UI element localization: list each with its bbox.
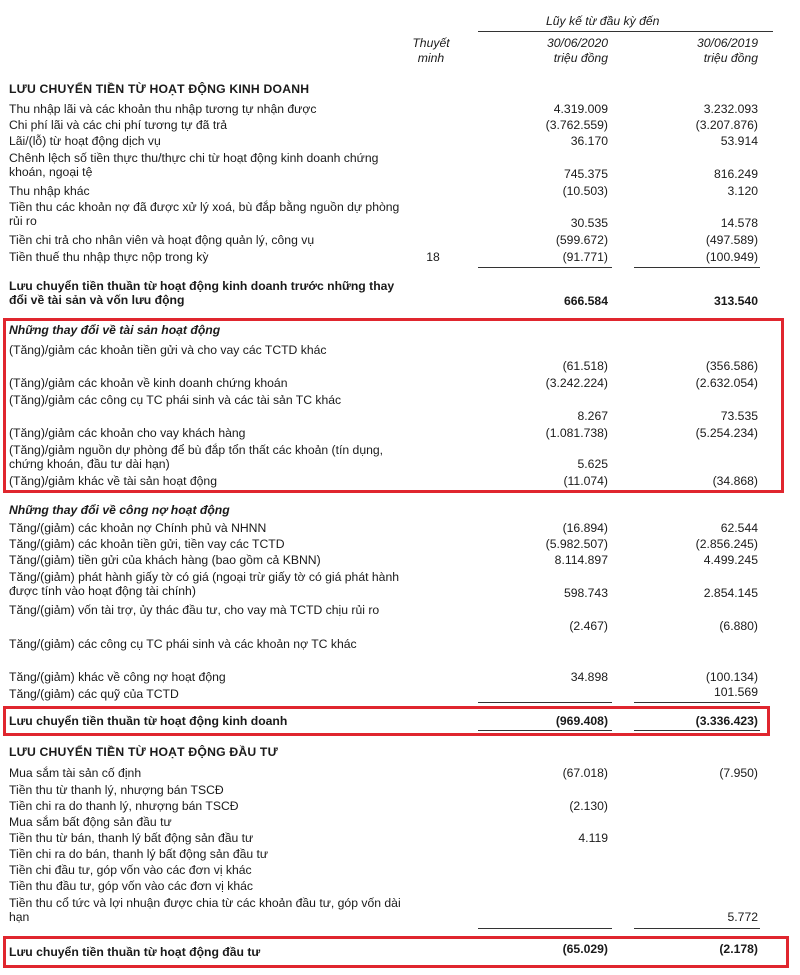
- asset-row-label: (Tăng)/giảm các khoản cho vay khách hàng: [9, 426, 246, 440]
- col2-unit: triệu đồng: [703, 51, 758, 65]
- liab-row-label: Tăng/(giảm) tiền gửi của khách hàng (bao gồm cả KBNN): [9, 553, 321, 567]
- op-row-2020: 36.170: [570, 134, 608, 148]
- asset-row-2020: (3.242.224): [545, 376, 608, 390]
- op-row-label: Chi phí lãi và các chi phí tương tự đã trả: [9, 118, 228, 132]
- inv-row-2020: (2.130): [569, 799, 608, 813]
- op-total-underline-2020: [478, 730, 612, 731]
- asset-row-label: (Tăng)/giảm khác về tài sản hoạt động: [9, 474, 217, 488]
- asset-row-2020: 5.625: [577, 457, 608, 471]
- inv-row-label: Tiền chi ra do bán, thanh lý bất động sản đầu tư: [9, 847, 269, 861]
- liab-row-2019: (100.134): [705, 670, 758, 684]
- asset-row-2019: (2.632.054): [695, 376, 758, 390]
- asset-row-label: (Tăng)/giảm nguồn dự phòng để bù đắp tổn thất các khoản (tín dụng, chứng khoán, đầu tư dài hạn): [9, 443, 384, 471]
- op-row-label: Tiền chi trả cho nhân viên và hoạt động quản lý, công vụ: [9, 233, 315, 247]
- op-row-2020: (3.762.559): [545, 118, 608, 132]
- op-total-2020: (969.408): [555, 714, 608, 728]
- asset-row-2020: (11.074): [563, 474, 608, 488]
- op-row-2020: 4.319.009: [553, 102, 608, 116]
- inv-total-rule-2020: [478, 928, 612, 929]
- operating-section-title: LƯU CHUYỂN TIỀN TỪ HOẠT ĐỘNG KINH DOANH: [9, 82, 310, 96]
- asset-row-2020: 8.267: [577, 409, 608, 423]
- op-row-2019: 3.232.093: [703, 102, 758, 116]
- op-row-note: 18: [426, 250, 440, 264]
- op-total-label: Lưu chuyển tiền thuần từ hoạt động kinh doanh: [9, 714, 288, 728]
- asset-row-label: (Tăng)/giảm các khoản về kinh doanh chứng khoán: [9, 376, 288, 390]
- inv-row-label: Tiền thu cổ tức và lợi nhuận được chia từ các khoản đầu tư, góp vốn dài hạn: [9, 896, 401, 924]
- liab-row-label: Tăng/(giảm) các công cụ TC phái sinh và các khoản nợ TC khác: [9, 637, 357, 651]
- op-row-2019: 3.120: [727, 184, 758, 198]
- op-row-label: Thu nhập khác: [9, 184, 90, 198]
- liab-row-2020: 598.743: [563, 586, 608, 600]
- op-row-2019: 14.578: [720, 216, 758, 230]
- op-subtotal-label: Lưu chuyển tiền thuần từ hoạt động kinh doanh trước những thay đổi về tài sản và vốn lưu động: [9, 279, 395, 307]
- inv-row-label: Tiền thu đầu tư, góp vốn vào các đơn vị khác: [9, 879, 254, 893]
- note-column-header-1: Thuyết: [412, 36, 450, 50]
- op-total-underline-2019: [634, 730, 760, 731]
- op-subtotal-2020: 666.584: [563, 294, 608, 308]
- asset-row-2019: (5.254.234): [695, 426, 758, 440]
- header-rule: [478, 31, 773, 32]
- op-total-2019: (3.336.423): [695, 714, 758, 728]
- inv-row-label: Tiền chi ra do thanh lý, nhượng bán TSCĐ: [9, 799, 239, 813]
- inv-row-2020: 4.119: [578, 831, 608, 845]
- inv-total-2019: (2.178): [719, 942, 758, 956]
- op-row-2019: (497.589): [705, 233, 758, 247]
- inv-row-2019: 5.772: [727, 910, 758, 924]
- inv-total-rule-2019: [634, 928, 760, 929]
- subtotal-rule-2020: [478, 267, 612, 268]
- col1-unit: triệu đồng: [553, 51, 608, 65]
- op-row-2020: 745.375: [563, 167, 608, 181]
- liab-row-2020: (5.982.507): [545, 537, 608, 551]
- op-row-2019: 816.249: [713, 167, 758, 181]
- liab-row-label: Tăng/(giảm) các quỹ của TCTD: [9, 687, 179, 701]
- inv-total-label: Lưu chuyển tiền thuần từ hoạt động đầu tư: [9, 945, 261, 959]
- note-column-header-2: minh: [417, 51, 445, 65]
- col1-date: 30/06/2020: [547, 36, 608, 50]
- op-row-label: Tiền thuế thu nhập thực nộp trong kỳ: [9, 250, 209, 264]
- op-row-label: Chênh lệch số tiền thực thu/thực chi từ hoạt động kinh doanh chứng khoán, ngoại tệ: [9, 151, 379, 179]
- col2-date: 30/06/2019: [697, 36, 758, 50]
- liab-row-label: Tăng/(giảm) phát hành giấy tờ có giá (ngoại trừ giấy tờ có giá phát hành được tính vào hoạt động tài chính): [9, 570, 399, 598]
- liab-row-2019: 101.569: [713, 685, 758, 699]
- liab-row-2019: (2.856.245): [695, 537, 758, 551]
- liab-row-2019: (6.880): [719, 619, 758, 633]
- liability-changes-title: Những thay đổi về công nợ hoạt động: [9, 503, 230, 517]
- op-row-label: Tiền thu các khoản nợ đã được xử lý xoá, bù đắp bằng nguồn dự phòng rủi ro: [9, 200, 400, 228]
- inv-row-label: Mua sắm tài sản cố định: [9, 766, 142, 780]
- asset-changes-title: Những thay đổi về tài sản hoạt động: [9, 323, 221, 337]
- period-label: Lũy kế từ đầu kỳ đến: [546, 14, 660, 28]
- op-row-2019: (3.207.876): [695, 118, 758, 132]
- liab-row-2020: 34.898: [570, 670, 608, 684]
- asset-row-label: (Tăng)/giảm các công cụ TC phái sinh và các tài sản TC khác: [9, 393, 342, 407]
- liab-row-2019: 62.544: [720, 521, 758, 535]
- op-row-2020: (599.672): [555, 233, 608, 247]
- asset-row-2019: (356.586): [705, 359, 758, 373]
- liab-row-label: Tăng/(giảm) các khoản tiền gửi, tiền vay các TCTD: [9, 537, 285, 551]
- asset-row-2020: (1.081.738): [545, 426, 608, 440]
- asset-row-2020: (61.518): [562, 359, 608, 373]
- inv-row-label: Tiền chi đầu tư, góp vốn vào các đơn vị khác: [9, 863, 252, 877]
- op-row-label: Thu nhập lãi và các khoản thu nhập tương tự nhận được: [9, 102, 317, 116]
- subtotal-rule-2019: [634, 267, 760, 268]
- op-row-2019: (100.949): [705, 250, 758, 264]
- op-subtotal-2019: 313.540: [713, 294, 758, 308]
- inv-row-label: Tiền thu từ thanh lý, nhượng bán TSCĐ: [9, 783, 224, 797]
- inv-row-2019: (7.950): [719, 766, 758, 780]
- op-row-2020: 30.535: [570, 216, 608, 230]
- op-row-2020: (10.503): [562, 184, 608, 198]
- op-row-label: Lãi/(lỗ) từ hoạt động dịch vụ: [9, 134, 161, 148]
- liab-row-label: Tăng/(giảm) các khoản nợ Chính phủ và NHNN: [9, 521, 267, 535]
- op-total-rule-2020: [478, 702, 612, 703]
- inv-row-label: Tiền thu từ bán, thanh lý bất động sản đầu tư: [9, 831, 254, 845]
- liab-row-2019: 4.499.245: [703, 553, 758, 567]
- investing-section-title: LƯU CHUYỂN TIỀN TỪ HOẠT ĐỘNG ĐẦU TƯ: [9, 745, 278, 759]
- liab-row-2020: (16.894): [562, 521, 608, 535]
- inv-total-2020: (65.029): [562, 942, 608, 956]
- op-total-rule-2019: [634, 702, 760, 703]
- op-row-2019: 53.914: [720, 134, 758, 148]
- op-row-2020: (91.771): [562, 250, 608, 264]
- inv-row-2020: (67.018): [562, 766, 608, 780]
- liab-row-2020: 8.114.897: [554, 553, 608, 567]
- liab-row-2019: 2.854.145: [703, 586, 758, 600]
- asset-row-label: (Tăng)/giảm các khoản tiền gửi và cho vay các TCTD khác: [9, 343, 327, 357]
- liab-row-2020: (2.467): [569, 619, 608, 633]
- asset-row-2019: 73.535: [720, 409, 758, 423]
- liab-row-label: Tăng/(giảm) khác về công nợ hoạt động: [9, 670, 226, 684]
- asset-row-2019: (34.868): [712, 474, 758, 488]
- liab-row-label: Tăng/(giảm) vốn tài trợ, ủy thác đầu tư, cho vay mà TCTD chịu rủi ro: [9, 603, 380, 617]
- inv-row-label: Mua sắm bất động sản đầu tư: [9, 815, 172, 829]
